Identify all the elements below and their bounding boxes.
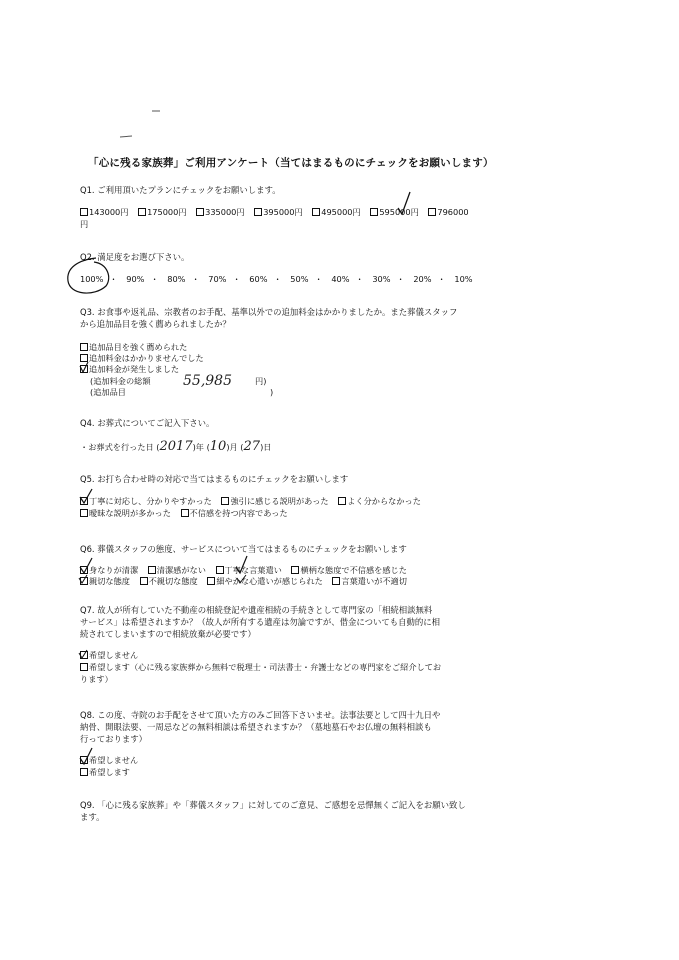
- q3-question-line1: Q3. お食事や返礼品、宗教者のお手配、基準以外での追加料金はかかりましたか。また葬儀スタッフ: [80, 307, 458, 317]
- q3-option-3[interactable]: 追加料金が発生しました: [80, 365, 179, 373]
- q2-option[interactable]: 60%: [249, 274, 268, 284]
- q7-question-line2: サービス」は希望されますか？（故人が所有する遺産は勿論ですが、借金についても自動的に相: [80, 617, 440, 627]
- q4-date-row: ・お葬式を行った日 (2017)年 (10)月 (27)日: [80, 439, 272, 454]
- checkbox: [80, 343, 88, 351]
- q3-items-label: (追加品目: [90, 387, 126, 397]
- q4-month[interactable]: 10: [209, 439, 227, 454]
- q7-question-line1: Q7. 故人が所有していた不動産の相続登記や遺産相続の手続きとして専門家の「相続相談無料: [80, 605, 433, 615]
- q5-option-2[interactable]: 強引に感じる説明があった: [221, 496, 328, 506]
- q6-option-7[interactable]: 細やかな心遣いが感じられた: [207, 576, 322, 586]
- q5-question: Q5. お打ち合わせ時の対応で当てはまるものにチェックをお願いします: [80, 474, 349, 484]
- q2-option[interactable]: 100%: [80, 274, 104, 284]
- q6-question: Q6. 葬儀スタッフの態度、サービスについて当てはまるものにチェックをお願いします: [80, 544, 407, 554]
- q6-option-2[interactable]: 清潔感がない: [148, 565, 206, 575]
- checkbox[interactable]: [196, 208, 204, 216]
- q8-question-line2: 納骨、開眼法要、一周忌などの無料相談は希望されますか？（墓地墓石やお仏壇の無料相談も: [80, 722, 432, 732]
- q1-question: Q1. ご利用頂いたプランにチェックをお願いします。: [80, 185, 281, 195]
- checkbox[interactable]: [370, 208, 378, 216]
- q6-options-row2: [80, 577, 414, 585]
- q6-option-1[interactable]: 身なりが清潔: [80, 565, 138, 575]
- checkbox[interactable]: [428, 208, 436, 216]
- survey-title: 「心に残る家族葬」ご利用アンケート（当てはまるものにチェックをお願いします）: [88, 157, 494, 169]
- q8-question-line3: 行っております）: [80, 734, 147, 744]
- q6-options-row1: [80, 566, 414, 574]
- q2-question: Q2. 満足度をお選び下さい。: [80, 252, 190, 262]
- q8-option-1[interactable]: 希望しません: [80, 756, 138, 764]
- q7-option-2[interactable]: 希望します（心に残る家族葬から無料で税理士・司法書士・弁護士などの専門家をご紹介してお: [80, 663, 441, 671]
- q9-question-line1: Q9. 「心に残る家族葬」や「葬儀スタッフ」に対してのご意見、ご感想を忌憚無くご記入をお願い致し: [80, 800, 466, 810]
- q6-option-3[interactable]: 丁寧な言葉遣い: [216, 565, 282, 575]
- q1-option-4: 395000円: [254, 207, 302, 217]
- checkbox: [80, 354, 88, 362]
- q6-option-5[interactable]: 親切な態度: [80, 576, 130, 586]
- q2-option[interactable]: 30%: [372, 274, 391, 284]
- checkbox[interactable]: [312, 208, 320, 216]
- q6-option-6[interactable]: 不親切な態度: [140, 576, 198, 586]
- q2-option[interactable]: 20%: [413, 274, 432, 284]
- q7-option-2-wrap: ります）: [80, 674, 113, 684]
- checkbox[interactable]: [254, 208, 262, 216]
- checkbox[interactable]: [138, 208, 146, 216]
- q7-option-1[interactable]: 希望しません: [80, 651, 138, 659]
- q4-question: Q4. お葬式についてご記入下さい。: [80, 418, 215, 428]
- q5-option-4[interactable]: 曖昧な説明が多かった: [80, 508, 171, 518]
- q5-options-row1: [80, 497, 428, 505]
- q2-option[interactable]: 50%: [290, 274, 309, 284]
- q1-option-5: 495000円: [312, 207, 360, 217]
- q3-amount-label: (追加料金の総額: [90, 376, 151, 386]
- q2-option[interactable]: 90%: [126, 274, 145, 284]
- q6-option-8[interactable]: 言葉遣いが不適切: [332, 576, 407, 586]
- q2-option[interactable]: 70%: [208, 274, 227, 284]
- q3-option-2[interactable]: 追加料金はかかりませんでした: [80, 354, 204, 362]
- q1-wrap-text: 円: [80, 219, 89, 229]
- q8-question-line1: Q8. この度、寺院のお手配をさせて頂いた方のみご回答下さいませ。法事法要として四十九日や: [80, 710, 441, 720]
- q5-options-row2: [80, 509, 295, 517]
- q3-amount-value[interactable]: 55,985: [183, 373, 232, 389]
- q2-option[interactable]: 40%: [331, 274, 350, 284]
- q2-options: 100% ・ 90% ・ 80% ・ 70% ・ 60% ・ 50% ・ 40% ・ 30% ・ 20% ・ 10%: [80, 274, 473, 284]
- q1-option-3: 335000円: [196, 207, 244, 217]
- q5-option-3[interactable]: よく分からなかった: [338, 496, 421, 506]
- q1-options: [80, 208, 476, 216]
- q1-option-2: 175000円: [138, 207, 186, 217]
- q3-amount-unit: 円): [255, 376, 267, 386]
- q7-question-line3: 続されてしまいますので相続放棄が必要です）: [80, 629, 256, 639]
- q1-option-7: 796000: [428, 207, 468, 217]
- q1-option-6: 595000円: [370, 207, 418, 217]
- q5-option-1[interactable]: 丁寧に対応し、分かりやすかった: [80, 496, 212, 506]
- q2-option[interactable]: 10%: [454, 274, 473, 284]
- q3-option-1[interactable]: 追加品目を強く薦められた: [80, 343, 187, 351]
- q4-day[interactable]: 27: [243, 439, 261, 454]
- q6-option-4[interactable]: 横柄な態度で不信感を感じた: [291, 565, 406, 575]
- q9-question-line2: ます。: [80, 812, 105, 822]
- checkbox: [80, 365, 88, 373]
- q8-option-2[interactable]: 希望します: [80, 768, 130, 776]
- q5-option-5[interactable]: 不信感を持つ内容であった: [181, 508, 288, 518]
- q3-question-line2: から追加品目を強く薦められましたか？: [80, 319, 231, 329]
- q4-year[interactable]: 2017: [159, 439, 193, 454]
- q2-option[interactable]: 80%: [167, 274, 186, 284]
- checkbox[interactable]: [80, 208, 88, 216]
- q1-option-1: 143000円: [80, 207, 128, 217]
- q3-items-close: ): [270, 387, 274, 397]
